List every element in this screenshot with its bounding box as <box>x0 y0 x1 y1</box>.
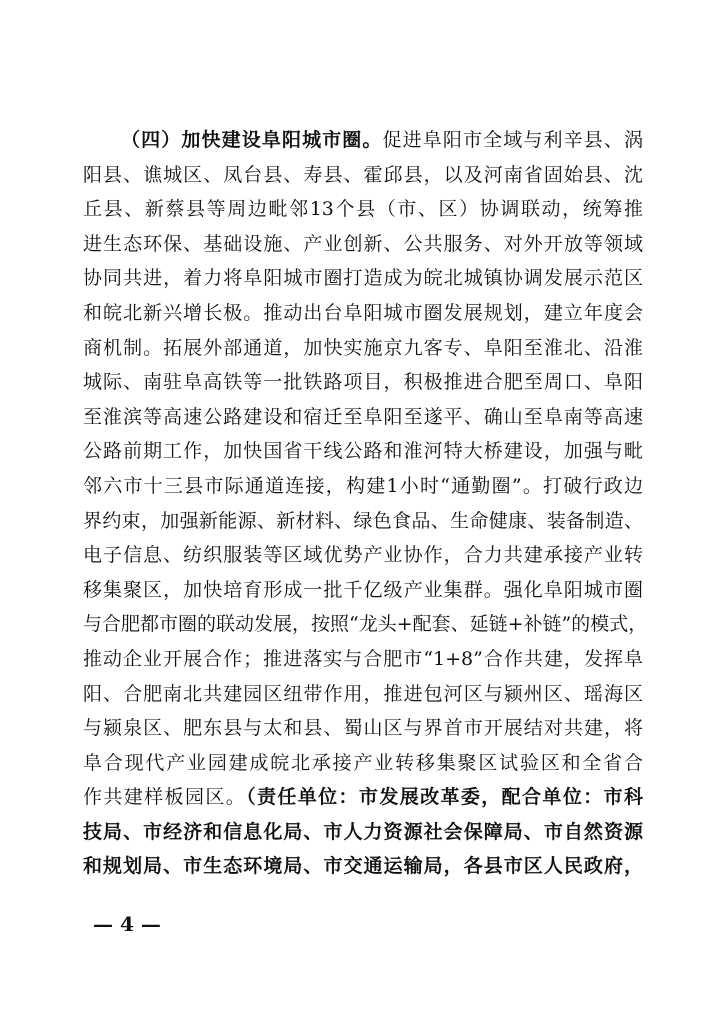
text-line: 阳县、谯城区、凤台县、寿县、霍邱县，以及河南省固始县、沈 <box>83 163 643 186</box>
text-line: 城际、南驻阜高铁等一批铁路项目，积极推进合肥至周口、阜阳 <box>83 371 643 394</box>
text-line: 阳、合肥南北共建园区纽带作用，推进包河区与颍州区、瑶海区 <box>83 682 643 705</box>
responsibility-units: （责任单位：市发展改革委，配合单位：市科 <box>246 786 643 809</box>
responsibility-units: 技局、市经济和信息化局、市人力资源社会保障局、市自然资源 <box>83 820 643 843</box>
page-number: — 4 — <box>93 912 161 936</box>
section-heading: （四）加快建设阜阳城市圈。 <box>121 129 383 151</box>
text-line: 移集聚区，加快培育形成一批千亿级产业集群。强化阜阳城市圈 <box>83 578 643 601</box>
text-line: 公路前期工作，加快国省干线公路和淮河特大桥建设，加强与毗 <box>83 440 643 463</box>
text-line: 阜合现代产业园建成皖北承接产业转移集聚区试验区和全省合 <box>83 751 643 774</box>
responsibility-units: 和规划局、市生态环境局、市交通运输局，各县市区人民政府， <box>83 855 643 878</box>
text-line: 界约束，加强新能源、新材料、绿色食品、生命健康、装备制造、 <box>83 509 643 532</box>
text-line: 推动企业开展合作；推进落实与合肥市“1+8”合作共建，发挥阜 <box>83 647 643 670</box>
text-line: 电子信息、纺织服装等区域优势产业协作，合力共建承接产业转 <box>83 544 643 567</box>
body-text <box>83 123 648 884</box>
text-line: （四）加快建设阜阳城市圈。促进阜阳市全域与利辛县、涡 <box>121 129 643 151</box>
text-line: 作共建样板园区。（责任单位：市发展改革委，配合单位：市科 <box>83 786 643 809</box>
text-line: 商机制。拓展外部通道，加快实施京九客专、阜阳至淮北、沿淮 <box>83 336 643 359</box>
text-line: 与合肥都市圈的联动发展，按照“龙头+配套、延链+补链”的模式， <box>83 613 648 636</box>
text-line: 与颍泉区、肥东县与太和县、蜀山区与界首市开展结对共建，将 <box>83 717 643 740</box>
text-line: 丘县、新蔡县等周边毗邻13个县（市、区）协调联动，统筹推 <box>83 198 643 221</box>
text-line: 邻六市十三县市际通道连接，构建1小时“通勤圈”。打破行政边 <box>83 474 643 497</box>
text-line: 至淮滨等高速公路建设和宿迁至阜阳至遂平、确山至阜南等高速 <box>83 405 643 428</box>
text-line: 协同共进，着力将阜阳城市圈打造成为皖北城镇协调发展示范区 <box>83 267 643 290</box>
text-line: 和皖北新兴增长极。推动出台阜阳城市圈发展规划，建立年度会 <box>83 301 643 324</box>
text-line: 进生态环保、基础设施、产业创新、公共服务、对外开放等领域 <box>83 232 643 255</box>
